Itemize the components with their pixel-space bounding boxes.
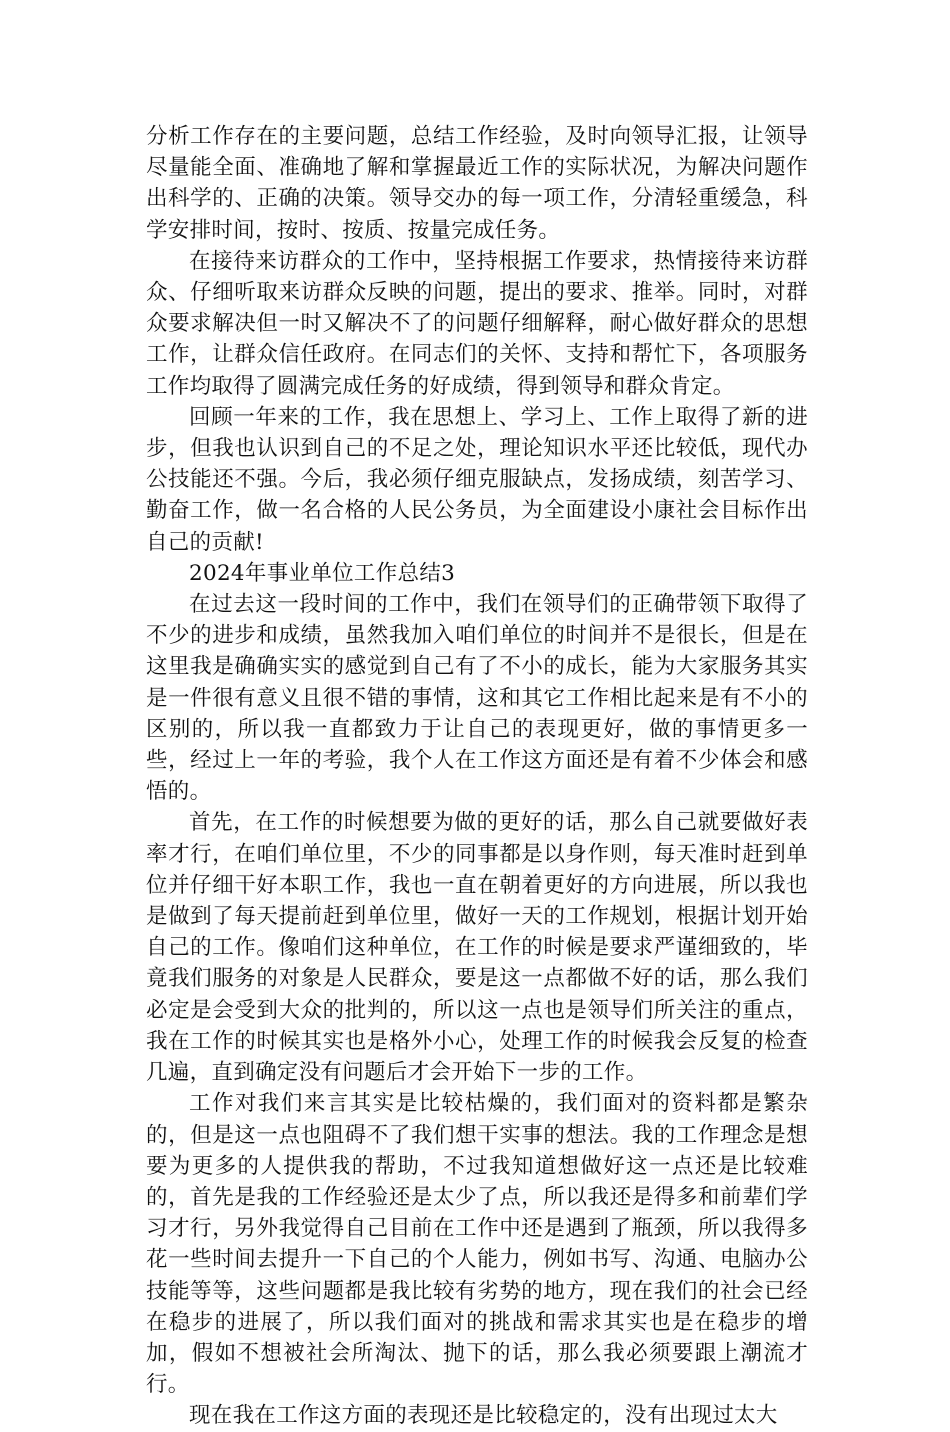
paragraph-2: 在接待来访群众的工作中，坚持根据工作要求，热情接待来访群众、仔细听取来访群众反映的问题，提出的要求、推举。同时，对群众要求解决但一时又解决不了的问题仔细解释，耐心做好群众的思想工作，让群众信任政府。在同志们的关怀、支持和帮忙下，各项服务工作均取得了圆满完成任务的好成绩，得到领导和群众肯定。	[146, 248, 808, 399]
paragraph-3: 回顾一年来的工作，我在思想上、学习上、工作上取得了新的进步，但我也认识到自己的不足之处，理论知识水平还比较低，现代办公技能还不强。今后，我必须仔细克服缺点，发扬成绩，刻苦学习、勤奋工作，做一名合格的人民公务员，为全面建设小康社会目标作出自己的贡献!	[146, 404, 808, 555]
paragraph-5: 首先，在工作的时候想要为做的更好的话，那么自己就要做好表率才行，在咱们单位里，不少的同事都是以身作则，每天准时赶到单位并仔细干好本职工作，我也一直在朝着更好的方向进展，所以我也是做到了每天提前赶到单位里，做好一天的工作规划，根据计划开始自己的工作。像咱们这种单位，在工作的时候是要求严谨细致的，毕竟我们服务的对象是人民群众，要是这一点都做不好的话，那么我们必定是会受到大众的批判的，所以这一点也是领导们所关注的重点，我在工作的时候其实也是格外小心，处理工作的时候我会反复的检查几遍，直到确定没有问题后才会开始下一步的工作。	[146, 810, 808, 1086]
section-heading: 2024年事业单位工作总结3	[189, 560, 456, 586]
paragraph-7: 现在我在工作这方面的表现还是比较稳定的，没有出现过太大	[189, 1403, 778, 1429]
paragraph-6: 工作对我们来言其实是比较枯燥的，我们面对的资料都是繁杂的，但是这一点也阻碍不了我们想干实事的想法。我的工作理念是想要为更多的人提供我的帮助，不过我知道想做好这一点还是比较难的，首先是我的工作经验还是太少了点，所以我还是得多和前辈们学习才行，另外我觉得自己目前在工作中还是遇到了瓶颈，所以我得多花一些时间去提升一下自己的个人能力，例如书写、沟通、电脑办公技能等等，这些问题都是我比较有劣势的地方，现在我们的社会已经在稳步的进展了，所以我们面对的挑战和需求其实也是在稳步的增加，假如不想被社会所淘汰、抛下的话，那么我必须要跟上潮流才行。	[146, 1091, 808, 1398]
paragraph-4: 在过去这一段时间的工作中，我们在领导们的正确带领下取得了不少的进步和成绩，虽然我加入咱们单位的时间并不是很长，但是在这里我是确确实实的感觉到自己有了不小的成长，能为大家服务其实是一件很有意义且很不错的事情，这和其它工作相比起来是有不小的区别的，所以我一直都致力于让自己的表现更好，做的事情更多一些，经过上一年的考验，我个人在工作这方面还是有着不少体会和感悟的。	[146, 592, 808, 805]
paragraph-1: 分析工作存在的主要问题，总结工作经验，及时向领导汇报，让领导尽量能全面、准确地了解和掌握最近工作的实际状况，为解决问题作出科学的、正确的决策。领导交办的每一项工作，分清轻重缓急，科学安排时间，按时、按质、按量完成任务。	[146, 124, 808, 243]
document-body	[146, 121, 808, 1432]
